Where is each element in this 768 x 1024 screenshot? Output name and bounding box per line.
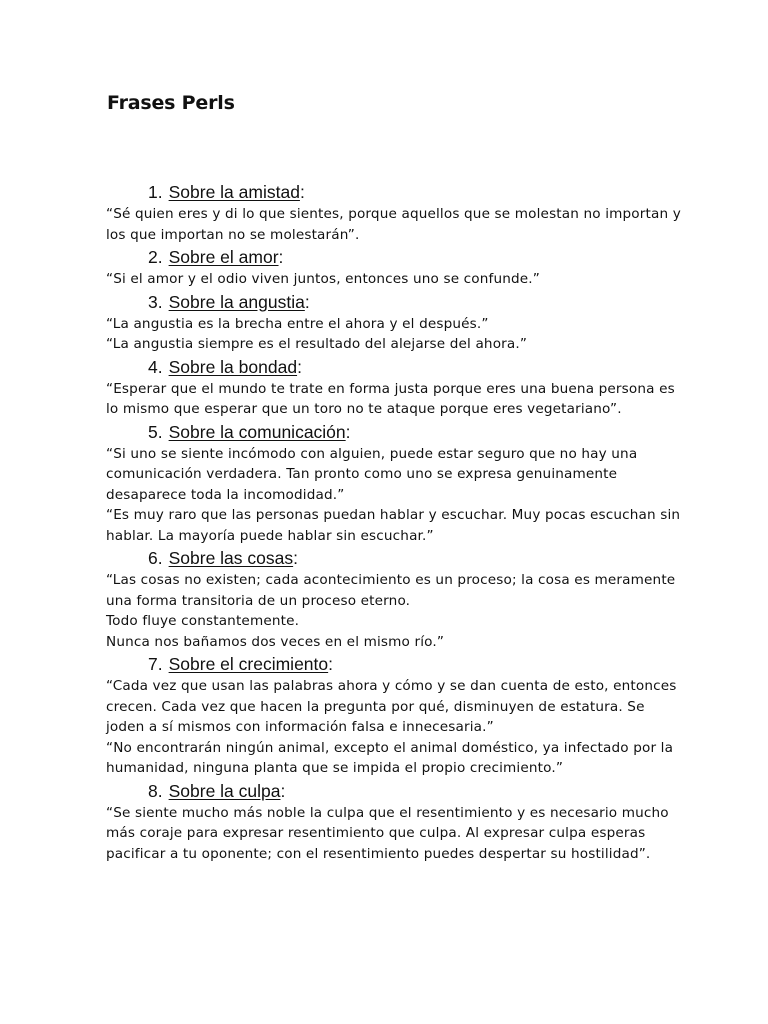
section-heading: [106, 180, 686, 204]
quote-paragraph: “Si el amor y el odio viven juntos, entonces uno se confunde.”: [106, 271, 540, 287]
section-number: 2.: [148, 247, 163, 267]
quote-paragraph: “Se siente mucho más noble la culpa que el resentimiento y es necesario mucho más coraje para expresar resentimiento que culpa. Al expresar culpa esperas pacificar a tu oponente; con el resentimiento puedes despertar su hostilidad”.: [106, 804, 669, 862]
section-number: 7.: [148, 654, 163, 674]
section-heading: [106, 420, 686, 444]
section-colon: :: [280, 780, 286, 801]
section-colon: :: [299, 182, 305, 202]
quote-paragraph: Nunca nos bañamos dos veces en el mismo río.”: [106, 633, 445, 650]
section-culpa: [106, 779, 686, 865]
section-number: 8.: [148, 780, 163, 801]
section-heading: [106, 290, 686, 314]
section-heading: [106, 779, 686, 803]
quote-paragraph: “No encontrarán ningún animal, excepto el animal doméstico, ya infectado por la humanidad, ninguna planta que se impida el propio crecimiento.”: [106, 739, 674, 776]
section-cosas: [106, 546, 686, 652]
quote-paragraph: “Las cosas no existen; cada acontecimiento es un proceso; la cosa es meramente una forma transitoria de un proceso eterno.: [106, 572, 676, 609]
quote-paragraph: “Esperar que el mundo te trate en forma justa porque eres una buena persona es lo mismo que esperar que un toro no te ataque porque eres vegetariano”.: [106, 380, 675, 417]
section-label: Sobre las cosas: [168, 548, 294, 568]
section-label: Sobre la angustia: [168, 291, 305, 312]
section-heading: [106, 652, 686, 676]
section-heading: [106, 546, 686, 570]
quote-paragraph: “Es muy raro que las personas puedan hablar y escuchar. Muy pocas escuchan sin hablar. La mayoría puede hablar sin escuchar.”: [106, 507, 681, 544]
section-label: Sobre el amor: [168, 247, 279, 267]
section-colon: :: [293, 548, 298, 568]
section-colon: :: [297, 356, 302, 377]
quote-paragraph: “Sé quien eres y di lo que sientes, porque aquellos que se molestan no importan y los que importan no se molestarán”.: [106, 206, 681, 243]
section-bondad: [106, 355, 686, 420]
section-colon: :: [304, 291, 310, 312]
section-label: Sobre la culpa: [168, 780, 281, 801]
section-amor: [106, 245, 686, 290]
section-label: Sobre la bondad: [168, 356, 298, 377]
section-label: Sobre la comunicación: [168, 421, 346, 442]
quote-paragraph: “La angustia es la brecha entre el ahora y el después.”: [106, 315, 489, 332]
section-colon: :: [328, 654, 334, 674]
quote-paragraph: “Si uno se siente incómodo con alguien, puede estar seguro que no hay una comunicación verdadera. Tan pronto como uno se expresa genuinamente desaparece toda la incomodidad.”: [106, 445, 638, 503]
section-colon: :: [278, 247, 284, 267]
section-number: 3.: [148, 291, 163, 312]
section-angustia: [106, 290, 686, 355]
section-number: 1.: [148, 182, 163, 202]
section-heading: [106, 355, 686, 379]
sections-list: [106, 180, 686, 864]
section-heading: [106, 245, 686, 269]
section-colon: :: [345, 421, 351, 442]
document-title: Frases Perls: [107, 92, 235, 114]
quote-paragraph: “La angustia siempre es el resultado del alejarse del ahora.”: [106, 336, 528, 352]
section-crecimiento: [106, 652, 686, 779]
section-amistad: [106, 180, 686, 245]
section-comunicacion: [106, 420, 686, 547]
section-number: 4.: [148, 356, 163, 377]
quote-paragraph: “Cada vez que usan las palabras ahora y cómo y se dan cuenta de esto, entonces crecen. Cada vez que hacen la pregunta por qué, disminuyen de estatura. Se joden a sí mismos con información falsa e innecesaria.”: [106, 678, 677, 735]
section-number: 5.: [148, 421, 163, 442]
quote-paragraph: Todo fluye constantemente.: [106, 613, 300, 629]
section-number: 6.: [148, 548, 163, 568]
section-label: Sobre el crecimiento: [168, 654, 329, 674]
section-label: Sobre la amistad: [168, 182, 300, 202]
